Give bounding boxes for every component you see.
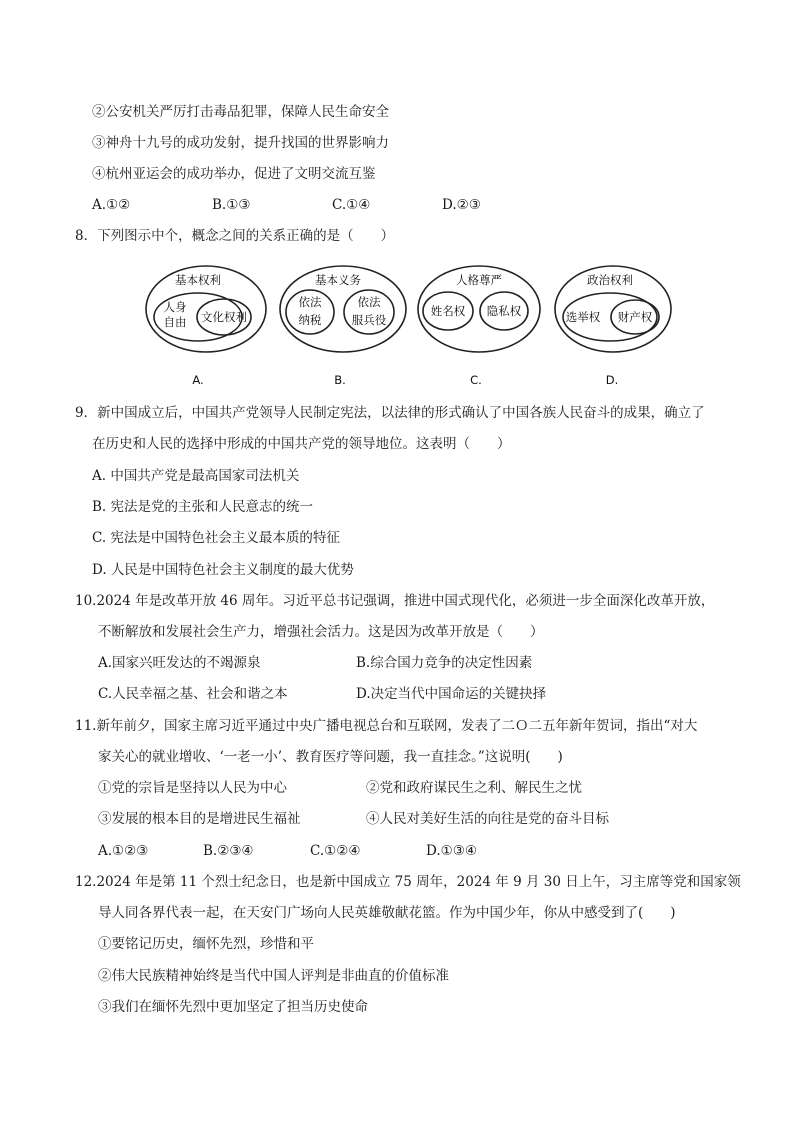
diagram-b-inner-b-line2: 服兵役 (351, 313, 387, 327)
q12-item-2: ②伟大民族精神始终是当代中国人评判是非曲直的价值标准 (98, 968, 449, 984)
diagram-c-outer: 人格尊严 (456, 273, 502, 287)
diagram-b-label: B. (334, 373, 346, 387)
q9-option-d: D. 人民是中国特色社会主义制度的最大优势 (92, 562, 354, 578)
q7-option-d: D.②③ (442, 197, 481, 213)
q8-venn-diagrams (140, 262, 680, 392)
q10-option-d: D.决定当代中国命运的关键抉择 (356, 686, 547, 702)
q11-item-3: ③发展的根本目的是增进民生福祉 (98, 811, 301, 827)
diagram-c-inner-b: 隐私权 (486, 304, 522, 318)
diagram-c-label: C. (470, 373, 482, 387)
diagram-d-inner-b: 财产权 (617, 310, 653, 324)
diagram-d-label: D. (605, 373, 619, 387)
q10-stem-line2: 不断解放和发展社会生产力，增强社会活力。这是因为改革开放是（ ） (98, 624, 544, 640)
q11-stem-line2: 家关心的就业增收、‘一老一小’、教育医疗等问题，我一直挂念。”这说明( ) (98, 749, 563, 765)
q9-option-b: B. 宪法是党的主张和人民意志的统一 (92, 499, 314, 515)
q8-stem: 8．下列图示中个，概念之间的关系正确的是（ ） (75, 228, 395, 244)
diagram-a-inner-a-line2: 自由 (163, 315, 187, 329)
q7-item-2: ②公安机关严厉打击毒品犯罪，保障人民生命安全 (92, 104, 389, 120)
q10-option-a: A.国家兴旺发达的不竭源泉 (98, 655, 261, 671)
q12-item-1: ①要铭记历史，缅怀先烈，珍惜和平 (98, 936, 314, 952)
q10-option-c: C.人民幸福之基、社会和谐之本 (98, 686, 288, 702)
q7-option-c: C.①④ (332, 197, 371, 213)
q12-stem-line2: 导人同各界代表一起，在天安门广场向人民英雄敬献花篮。作为中国少年，你从中感受到了( ) (98, 905, 676, 921)
diagram-b-outer: 基本义务 (315, 273, 361, 287)
diagram-a-inner-b: 文化权利 (201, 310, 247, 324)
q11-option-d: D.①③④ (426, 843, 477, 859)
q9-stem-line2: 在历史和人民的选择中形成的中国共产党的领导地位。这表明（ ） (92, 436, 511, 452)
q9-option-c: C. 宪法是中国特色社会主义最本质的特征 (92, 530, 340, 546)
q10-stem-line1: 10.2024 年是改革开放 46 周年。习近平总书记强调，推进中国式现代化，必须进一步全面深化改革开放， (75, 593, 715, 609)
diagram-d-outer: 政治权利 (587, 273, 633, 287)
diagram-b-inner-a-line1: 依法 (298, 295, 322, 309)
diagram-b-inner-b-line1: 依法 (357, 295, 381, 309)
q9-option-a: A. 中国共产党是最高国家司法机关 (92, 468, 300, 484)
q7-item-3: ③神舟十九号的成功发射，提升找国的世界影响力 (92, 135, 389, 151)
q10-option-b: B.综合国力竞争的决定性因素 (356, 655, 533, 671)
q7-item-4: ④杭州亚运会的成功举办，促进了文明交流互鉴 (92, 166, 376, 182)
q11-stem-line1: 11.新年前夕，国家主席习近平通过中央广播电视总台和互联网，发表了二Ｏ二五年新年贺词，指出“对大 (75, 718, 698, 734)
q9-stem-line1: 9．新中国成立后，中国共产党领导人民制定宪法，以法律的形式确认了中国各族人民奋斗的成果，确立了 (75, 405, 705, 421)
q12-item-3: ③我们在缅怀先烈中更加坚定了担当历史使命 (98, 999, 368, 1015)
q11-item-4: ④人民对美好生活的向往是党的奋斗目标 (366, 811, 609, 827)
diagram-d-inner-a: 选举权 (565, 310, 601, 324)
diagram-a-inner-a-line1: 人身 (163, 300, 187, 314)
diagram-a-label: A. (192, 373, 204, 387)
q7-option-a: A.①② (92, 197, 131, 213)
q11-option-b: B.②③④ (203, 843, 254, 859)
diagram-b-inner-a-line2: 纳税 (298, 313, 322, 327)
q11-item-1: ①党的宗旨是坚持以人民为中心 (98, 780, 287, 796)
q11-option-c: C.①②④ (310, 843, 361, 859)
q7-option-b: B.①③ (212, 197, 251, 213)
q12-stem-line1: 12.2024 年是第 11 个烈士纪念日，也是新中国成立 75 周年，2024 年 9 月 30 日上午，习主席等党和国家领 (75, 874, 741, 890)
q11-item-2: ②党和政府谋民生之利、解民生之忧 (366, 780, 582, 796)
diagram-a-outer: 基本权利 (175, 273, 221, 287)
diagram-c-inner-a: 姓名权 (430, 304, 466, 318)
q11-option-a: A.①②③ (98, 843, 149, 859)
